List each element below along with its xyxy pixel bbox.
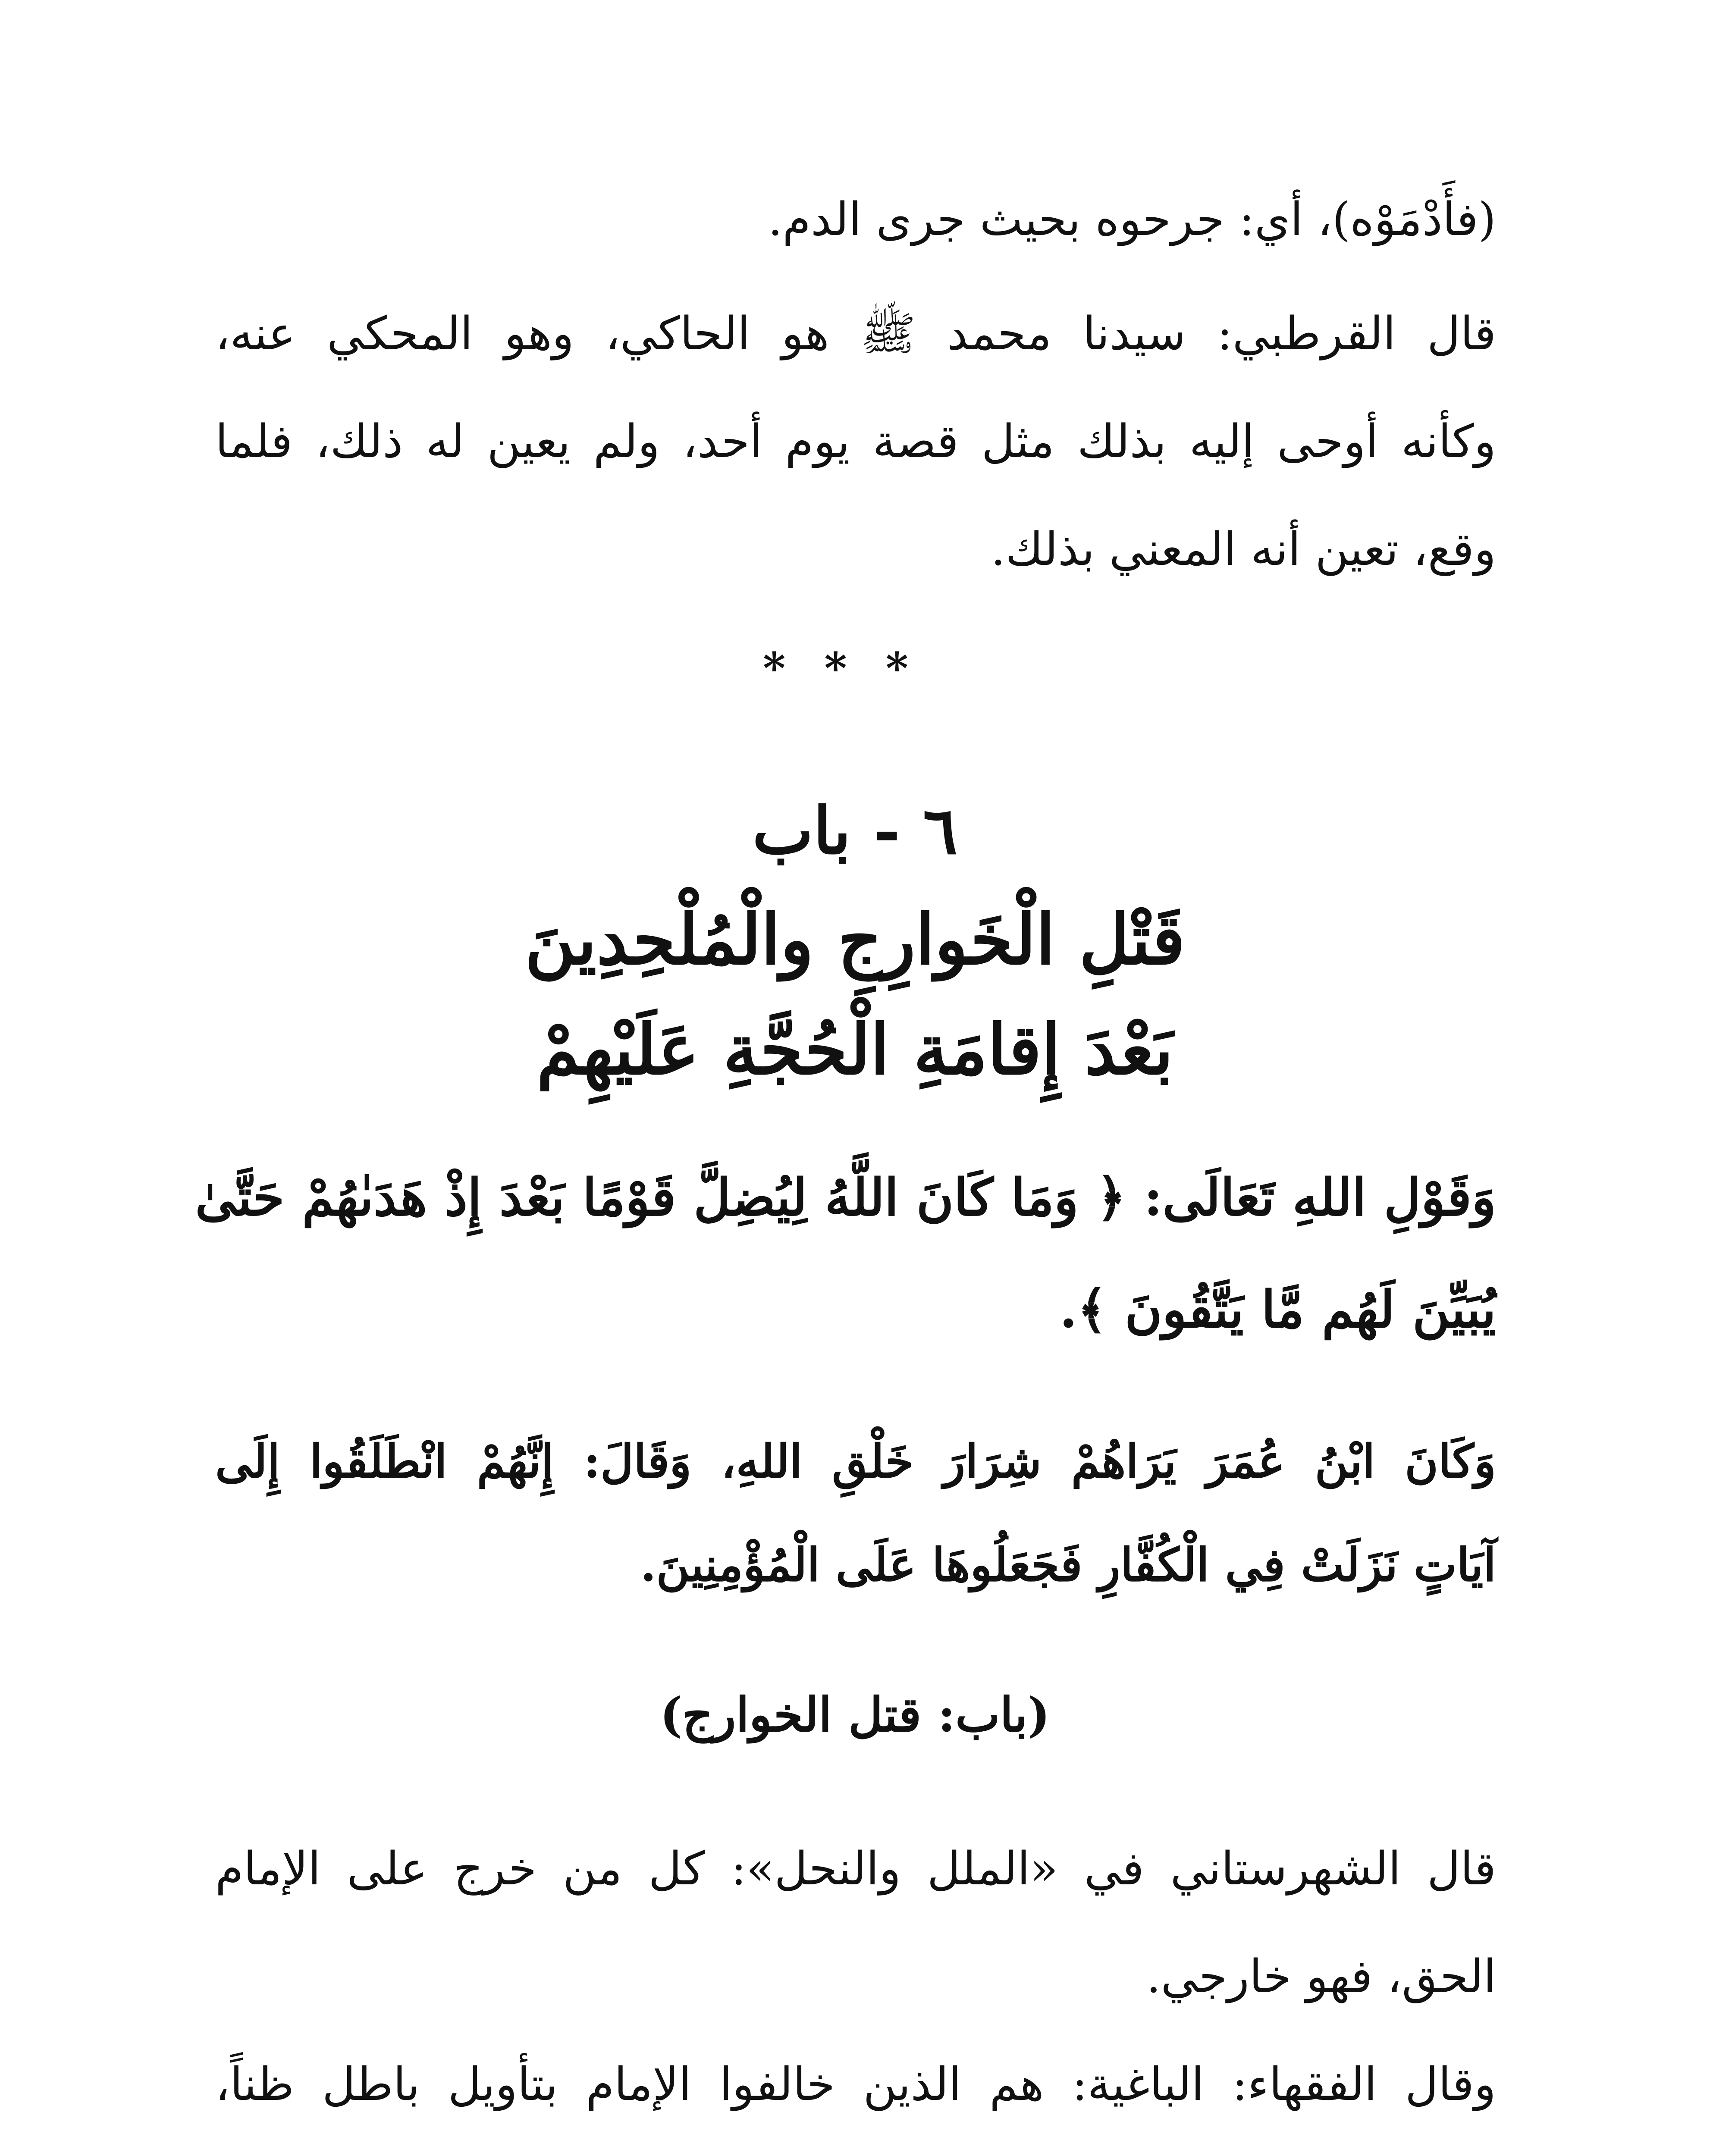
- narration-line-1: وَكَانَ ابْنُ عُمَرَ يَرَاهُمْ شِرَارَ خَلْقِ اللهِ، وَقَالَ: إِنَّهُمْ انْطَلَقُوا إِلَى: [215, 1434, 1496, 1488]
- text-line-3: وكأنه أوحى إليه بذلك مثل قصة يوم أحد، ولم يعين له ذلك، فلما: [215, 415, 1496, 468]
- verse-line-2: يُبَيِّنَ لَهُم مَّا يَتَّقُونَ ﴾.: [1059, 1279, 1496, 1339]
- commentary-line-1: قال الشهرستاني في «الملل والنحل»: كل من خرج على الإمام: [215, 1842, 1496, 1895]
- commentary-line-3: وقال الفقهاء: الباغية: هم الذين خالفوا الإمام بتأويل باطل ظناً،: [215, 2058, 1496, 2111]
- text-line-1: (فأَدْمَوْه)، أي: جرحوه بحيث جرى الدم.: [768, 193, 1496, 246]
- narration-line-2: آيَاتٍ نَزَلَتْ فِي الْكُفَّارِ فَجَعَلُوهَا عَلَى الْمُؤْمِنِينَ.: [640, 1538, 1496, 1592]
- chapter-number: ٦ - باب: [752, 793, 958, 869]
- text-line-2: قال القرطبي: سيدنا محمد ﷺ هو الحاكي، وهو المحكي عنه،: [215, 307, 1496, 360]
- text-line-4: وقع، تعين أنه المعني بذلك.: [991, 523, 1496, 576]
- subheading: (باب: قتل الخوارج): [660, 1687, 1050, 1742]
- verse-line-1: وَقَوْلِ اللهِ تَعَالَى: ﴿ وَمَا كَانَ اللَّهُ لِيُضِلَّ قَوْمًا بَعْدَ إِذْ هَدَىٰهُمْ حَتَّىٰ: [195, 1167, 1496, 1227]
- section-separator: ***: [763, 643, 947, 694]
- chapter-title-line-1: قَتْلِ الْخَوارِجِ والْمُلْحِدِينَ: [524, 899, 1185, 980]
- chapter-title-line-2: بَعْدَ إِقامَةِ الْحُجَّةِ عَلَيْهِمْ: [537, 1009, 1173, 1090]
- commentary-line-2: الحق، فهو خارجي.: [1146, 1950, 1496, 2003]
